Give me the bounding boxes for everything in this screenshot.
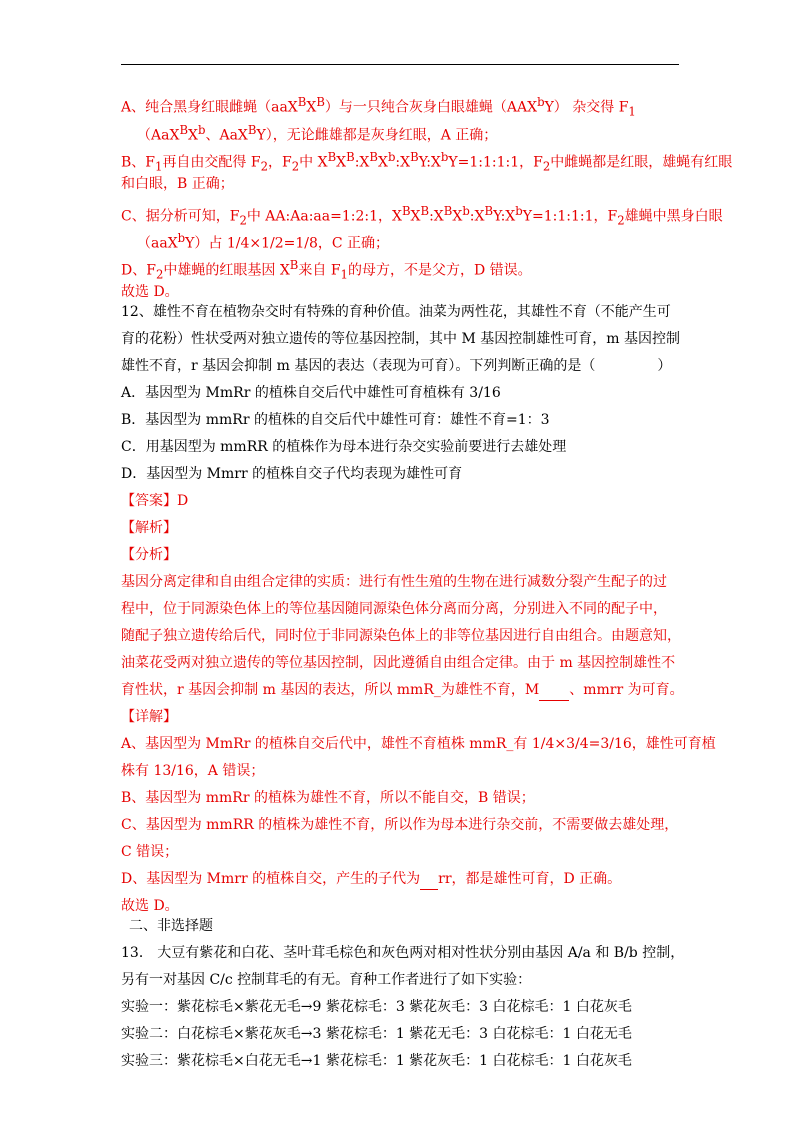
- xiangjie-line6: D、基因型为 Mmrr 的植株自交，产生的子代为 rr，都是雄性可育，D 正确。: [121, 869, 621, 890]
- q13-stem-line2: 另有一对基因 C/c 控制茸毛的有无。育种工作者进行了如下实验：: [121, 972, 532, 988]
- q13-stem-line1: 13． 大豆有紫花和白花、茎叶茸毛棕色和灰色两对相对性状分别由基因 A/a 和 B/b 控制，: [121, 945, 685, 961]
- q12-option-b: B．基因型为 mmRr 的植株的自交后代中雄性可育：雄性不育=1：3: [121, 412, 550, 428]
- analysis-line-c2: （aaX$^b$Y）占 1/4×1/2=1/8，C 正确；: [137, 231, 390, 252]
- experiment-1: 实验一：紫花棕毛×紫花无毛→9 紫花棕毛：3 紫花灰毛：3 白花棕毛：1 白花灰毛: [121, 999, 632, 1015]
- fenxi-line2: 程中，位于同源染色体上的等位基因随同源染色体分离而分离，分别进入不同的配子中，: [121, 601, 667, 617]
- q12-option-c: C．用基因型为 mmRR 的植株作为母本进行杂交实验前要进行去雄处理: [121, 439, 567, 455]
- analysis-line-d: D、$F_2$中雄蝇的红眼基因 $X^B$来自 $F_1$的母方，不是父方，D 错误。: [121, 258, 532, 282]
- fenxi-line3: 随配子独立遗传给后代，同时位于非同源染色体上的非等位基因进行自由组合。由题意知，: [121, 628, 681, 644]
- fenxi-line4: 油菜花受两对独立遗传的等位基因控制，因此遵循自由组合定律。由于 m 基因控制雄性不: [121, 655, 676, 671]
- xiangjie-line5: C 错误；: [121, 844, 179, 860]
- answer-line: 【答案】D: [121, 493, 189, 509]
- xiangjie-line1: A、基因型为 MmRr 的植株自交后代中，雄性不育植株 mmR_有 1/4×3/4=3/16，雄性可育植: [121, 736, 716, 752]
- q12-stem-line2: 育的花粉）性状受两对独立遗传的等位基因控制，其中 M 基因控制雄性可育，m 基因控制: [121, 331, 680, 347]
- xiangjie-line3: B、基因型为 mmRr 的植株为雄性不育，所以不能自交，B 错误；: [121, 790, 535, 806]
- experiment-2: 实验二：白花棕毛×紫花灰毛→3 紫花棕毛：1 紫花无毛：3 白花棕毛：1 白花无毛: [121, 1026, 632, 1042]
- section-heading: 二、非选择题: [129, 918, 213, 934]
- analysis-line-a2: （$AaX^BX^b$、AaX$^B$Y），无论雌雄都是灰身红眼，A 正确；: [137, 123, 498, 144]
- analysis-line-c1: C、据分析可知，$F_2$中 AA:Aa:aa=1:2:1，$X^BX^B:X^BX^b:X^BY:X^bY=1:1:1:1$，$F_2$雄蝇中黑身白眼: [121, 204, 723, 228]
- xiangjie-line2: 株有 13/16，A 错误；: [121, 763, 265, 779]
- q12-option-d: D．基因型为 Mmrr 的植株自交子代均表现为雄性可育: [121, 466, 463, 482]
- xiangjie-line4: C、基因型为 mmRR 的植株为雄性不育，所以作为母本进行杂交前，不需要做去雄处理，: [121, 817, 679, 833]
- analysis-line-b2: 和白眼，B 正确；: [121, 176, 234, 192]
- q12-stem-line3: 雄性不育，r 基因会抑制 m 基因的表达（表现为可育）。下列判断正确的是（ ）: [121, 358, 672, 374]
- q12-option-a: A．基因型为 MmRr 的植株自交后代中雄性可育植株有 3/16: [121, 385, 501, 401]
- jiexi-heading: 【解析】: [121, 520, 177, 536]
- analysis-line-b1: B、$F_1$再自由交配得 $F_2$，$F_2$中 $X^BX^B:X^BX^b:X^BY:X^bY=1:1:1:1$，$F_2$中雌蝇都是红眼，雄蝇有红眼: [121, 150, 733, 174]
- experiment-3: 实验三：紫花棕毛×白花无毛→1 紫花棕毛：1 紫花灰毛：1 白花棕毛：1 白花灰毛: [121, 1053, 632, 1069]
- fenxi-line5: 育性状，r 基因会抑制 m 基因的表达，所以 mmR_为雄性不育，M 、mmrr 为可育。: [121, 680, 684, 701]
- q12-stem-line1: 12、雄性不育在植物杂交时有特殊的育种价值。油菜为两性花，其雄性不育（不能产生可: [121, 304, 671, 320]
- analysis-line-a1: A、纯合黑身红眼雌蝇$(aaX^BX^B)$与一只纯合灰身白眼雄蝇（AAX$^b$Y） 杂交得 $F_1$: [121, 95, 636, 119]
- fenxi-line1: 基因分离定律和自由组合定律的实质：进行有性生殖的生物在进行减数分裂产生配子的过: [121, 574, 667, 590]
- header-rule: [121, 64, 679, 65]
- xiangjie-conclusion: 故选 D。: [121, 898, 179, 914]
- analysis-conclusion: 故选 D。: [121, 284, 179, 300]
- fenxi-heading: 【分析】: [121, 547, 177, 563]
- xiangjie-heading: 【详解】: [121, 709, 177, 725]
